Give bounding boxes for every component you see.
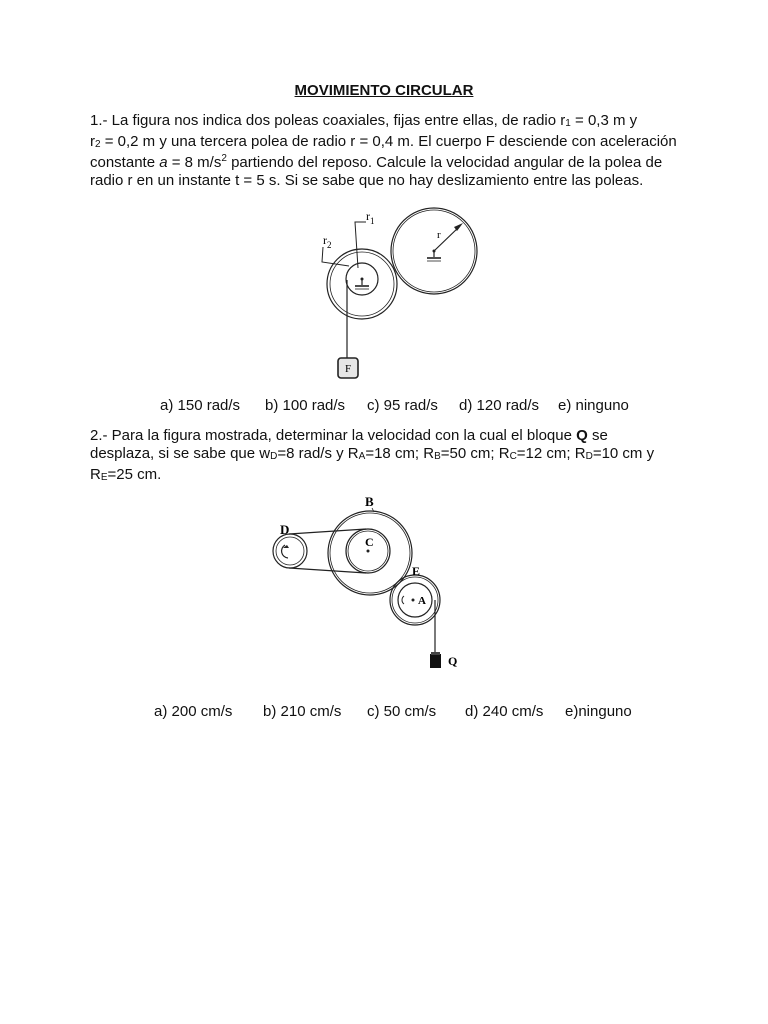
variable-a: a (159, 154, 168, 171)
subscript: D (270, 451, 278, 462)
subscript: B (434, 451, 441, 462)
answer-1e: e) ninguno (558, 397, 629, 414)
subscript: D (585, 451, 593, 462)
answers-problem-2 (154, 703, 632, 720)
text: partiendo del reposo. Calcule la velocidad angular de la polea de (226, 154, 663, 171)
text: =10 cm y (592, 445, 655, 462)
text: =18 cm; R (365, 445, 435, 462)
label-r: r (437, 229, 441, 241)
answer-2c: c) 50 cm/s (367, 703, 437, 720)
text: desplaza, si se sabe que w (90, 445, 271, 462)
answer-1c: c) 95 rad/s (367, 397, 438, 414)
label-b: B (365, 494, 374, 509)
text: 2.- Para la figura mostrada, determinar la velocidad con la cual el bloque (90, 427, 577, 444)
label-d: D (280, 522, 290, 537)
pulley-d (273, 534, 307, 568)
text: 1.- La figura nos indica dos poleas coaxiales, fijas entre ellas, de radio r (90, 112, 566, 129)
subscript: C (509, 451, 517, 462)
block-q (430, 654, 441, 668)
problem-1-line-4: radio r en un instante t = 5 s. Si se sabe que no hay deslizamiento entre las poleas. (90, 172, 644, 189)
label-r1: $r_1$ (366, 209, 375, 226)
subscript: 2 (95, 139, 101, 150)
answer-2e: e)ninguno (565, 703, 632, 720)
superscript: 2 (221, 153, 227, 164)
label-q: Q (448, 654, 458, 668)
text: se (587, 427, 608, 444)
answer-1b: b) 100 rad/s (265, 397, 346, 414)
text: =50 cm; R (440, 445, 510, 462)
label-e: E (412, 564, 421, 578)
text: constante (90, 154, 160, 171)
subscript: 1 (565, 118, 571, 129)
subscript: A (358, 451, 366, 462)
text: =25 cm. (107, 466, 162, 483)
text: r (90, 133, 95, 150)
bold-q: Q (576, 427, 588, 444)
text: =8 rad/s y R (277, 445, 359, 462)
text: = 0,2 m y una tercera polea de radio r = 0,4 m. El cuerpo F desciende con aceleración (100, 133, 677, 150)
text: = 8 m/s (167, 154, 222, 171)
answer-2a: a) 200 cm/s (154, 703, 233, 720)
subscript: E (100, 472, 108, 483)
pulley-b (328, 511, 412, 595)
text: =12 cm; R (516, 445, 586, 462)
text: R (90, 466, 101, 483)
answer-2d: d) 240 cm/s (465, 703, 544, 720)
answer-1a: a) 150 rad/s (160, 397, 241, 414)
pulley-a (398, 583, 432, 617)
answer-2b: b) 210 cm/s (263, 703, 342, 720)
text: = 0,3 m y (570, 112, 638, 129)
answer-1d: d) 120 rad/s (459, 397, 540, 414)
page-title: MOVIMIENTO CIRCULAR (294, 82, 474, 99)
label-c: C (365, 535, 374, 549)
label-a: A (418, 595, 426, 607)
label-f: F (344, 363, 352, 375)
label-r2: $r_2$ (323, 233, 332, 250)
